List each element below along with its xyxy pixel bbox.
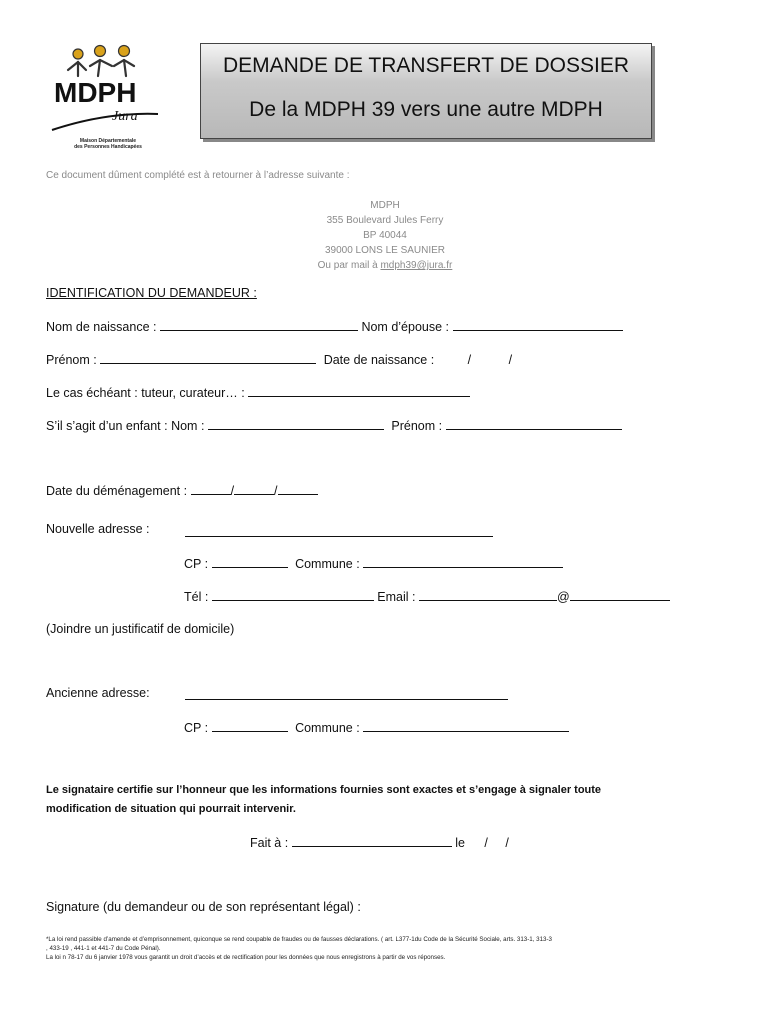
new-commune-label: Commune : <box>295 557 360 571</box>
footnote-line3: La loi n 78-17 du 6 janvier 1978 vous garantit un droit d’accès et de rectification pour les données que nous enregistrons à partir de vos réponses. <box>46 954 446 961</box>
move-date-sep1: / <box>230 484 235 498</box>
guardian-field[interactable] <box>248 384 470 397</box>
email-user-field[interactable] <box>419 588 557 601</box>
address-mail <box>200 258 570 273</box>
first-name-label: Prénom : <box>46 353 97 367</box>
first-name-field[interactable] <box>100 351 316 364</box>
tel-label: Tél : <box>184 590 209 604</box>
proof-note: (Joindre un justificatif de domicile) <box>46 622 235 636</box>
logo-brand-text: MDPH <box>54 77 137 108</box>
child-first-name-label: Prénom : <box>391 419 443 433</box>
address-mail-prefix: Ou par mail à <box>317 260 381 271</box>
birth-date-sep2: / <box>508 353 513 367</box>
child-first-name-field[interactable] <box>446 417 622 430</box>
guardian-row <box>46 384 470 400</box>
move-date-year[interactable] <box>278 482 318 495</box>
email-link[interactable]: mdph39@jura.fr <box>380 260 453 271</box>
new-cp-field[interactable] <box>212 555 288 568</box>
new-address-field[interactable] <box>185 536 493 537</box>
title-line1: DEMANDE DE TRANSFERT DE DOSSIER <box>222 54 630 77</box>
address-street: 355 Boulevard Jules Ferry <box>326 215 444 226</box>
spouse-name-field[interactable] <box>453 318 623 331</box>
child-name-field[interactable] <box>208 417 384 430</box>
birth-name-label: Nom de naissance : <box>46 320 157 334</box>
intro-text: Ce document dûment complété est à retourner à l’adresse suivante : <box>46 170 350 181</box>
fait-sep2: / <box>505 836 509 850</box>
address-city: 39000 LONS LE SAUNIER <box>324 245 446 256</box>
fait-row <box>250 834 509 850</box>
logo-caption-line1: Maison Départementale <box>79 138 137 144</box>
old-address-label: Ancienne adresse: <box>46 686 150 700</box>
certification-line1: Le signataire certifie sur l’honneur que les informations fournies sont exactes et s’engage à signaler toute <box>46 784 602 796</box>
new-address-label: Nouvelle adresse : <box>46 522 150 536</box>
email-at: @ <box>556 590 570 604</box>
move-date-day[interactable] <box>191 482 231 495</box>
old-cp-label: CP : <box>184 721 209 735</box>
fait-label: Fait à : <box>250 836 289 850</box>
child-name-label: S’il s’agit d’un enfant : Nom : <box>46 419 205 433</box>
old-commune-field[interactable] <box>363 719 569 732</box>
old-cp-row <box>184 719 569 735</box>
logo-caption-line2: des Personnes Handicapées <box>74 144 142 150</box>
old-commune-label: Commune : <box>295 721 360 735</box>
birth-name-row <box>46 318 623 334</box>
email-domain-field[interactable] <box>570 588 670 601</box>
move-date-label: Date du déménagement : <box>46 484 188 498</box>
first-name-row <box>46 351 512 367</box>
child-row <box>46 417 622 433</box>
address-bp: BP 40044 <box>363 230 407 241</box>
title-line2: De la MDPH 39 vers une autre MDPH <box>249 98 603 121</box>
title-box <box>200 43 652 139</box>
tel-field[interactable] <box>212 588 374 601</box>
old-cp-field[interactable] <box>212 719 288 732</box>
new-cp-row <box>184 555 563 571</box>
footnote-line1: *La loi rend passible d’amende et d’emprisonnement, quiconque se rend coupable de fraudes ou de fausses déclarations. ( art. L377-1du Code de la Sécurité Sociale, arts. 313-1, 313-3 <box>46 936 552 943</box>
logo-sub-text: Jura <box>112 109 138 124</box>
contact-row <box>184 588 670 604</box>
mdph-logo <box>46 42 170 162</box>
fait-sep1: / <box>484 836 488 850</box>
address-name: MDPH <box>370 200 400 211</box>
guardian-label: Le cas échéant : tuteur, curateur… : <box>46 386 245 400</box>
move-date-sep2: / <box>274 484 278 498</box>
footnote-line2: , 433-19 , 441-1 et 441-7 du Code Pénal). <box>46 945 161 952</box>
spouse-name-label: Nom d’épouse : <box>361 320 450 334</box>
birth-date-label: Date de naissance : <box>323 353 435 367</box>
move-date-month[interactable] <box>234 482 274 495</box>
fait-le: le <box>455 836 465 850</box>
fait-field[interactable] <box>292 834 452 847</box>
signature-label: Signature (du demandeur ou de son représentant légal) : <box>46 900 361 914</box>
email-label: Email : <box>377 590 416 604</box>
old-address-field[interactable] <box>185 699 508 700</box>
birth-date-sep1: / <box>467 353 472 367</box>
move-date-row <box>46 482 318 498</box>
new-commune-field[interactable] <box>363 555 563 568</box>
logo-caption <box>46 138 170 150</box>
birth-name-field[interactable] <box>160 318 358 331</box>
new-cp-label: CP : <box>184 557 209 571</box>
section-title: IDENTIFICATION DU DEMANDEUR : <box>46 286 257 300</box>
certification-line2: modification de situation qui pourrait intervenir. <box>46 803 296 815</box>
